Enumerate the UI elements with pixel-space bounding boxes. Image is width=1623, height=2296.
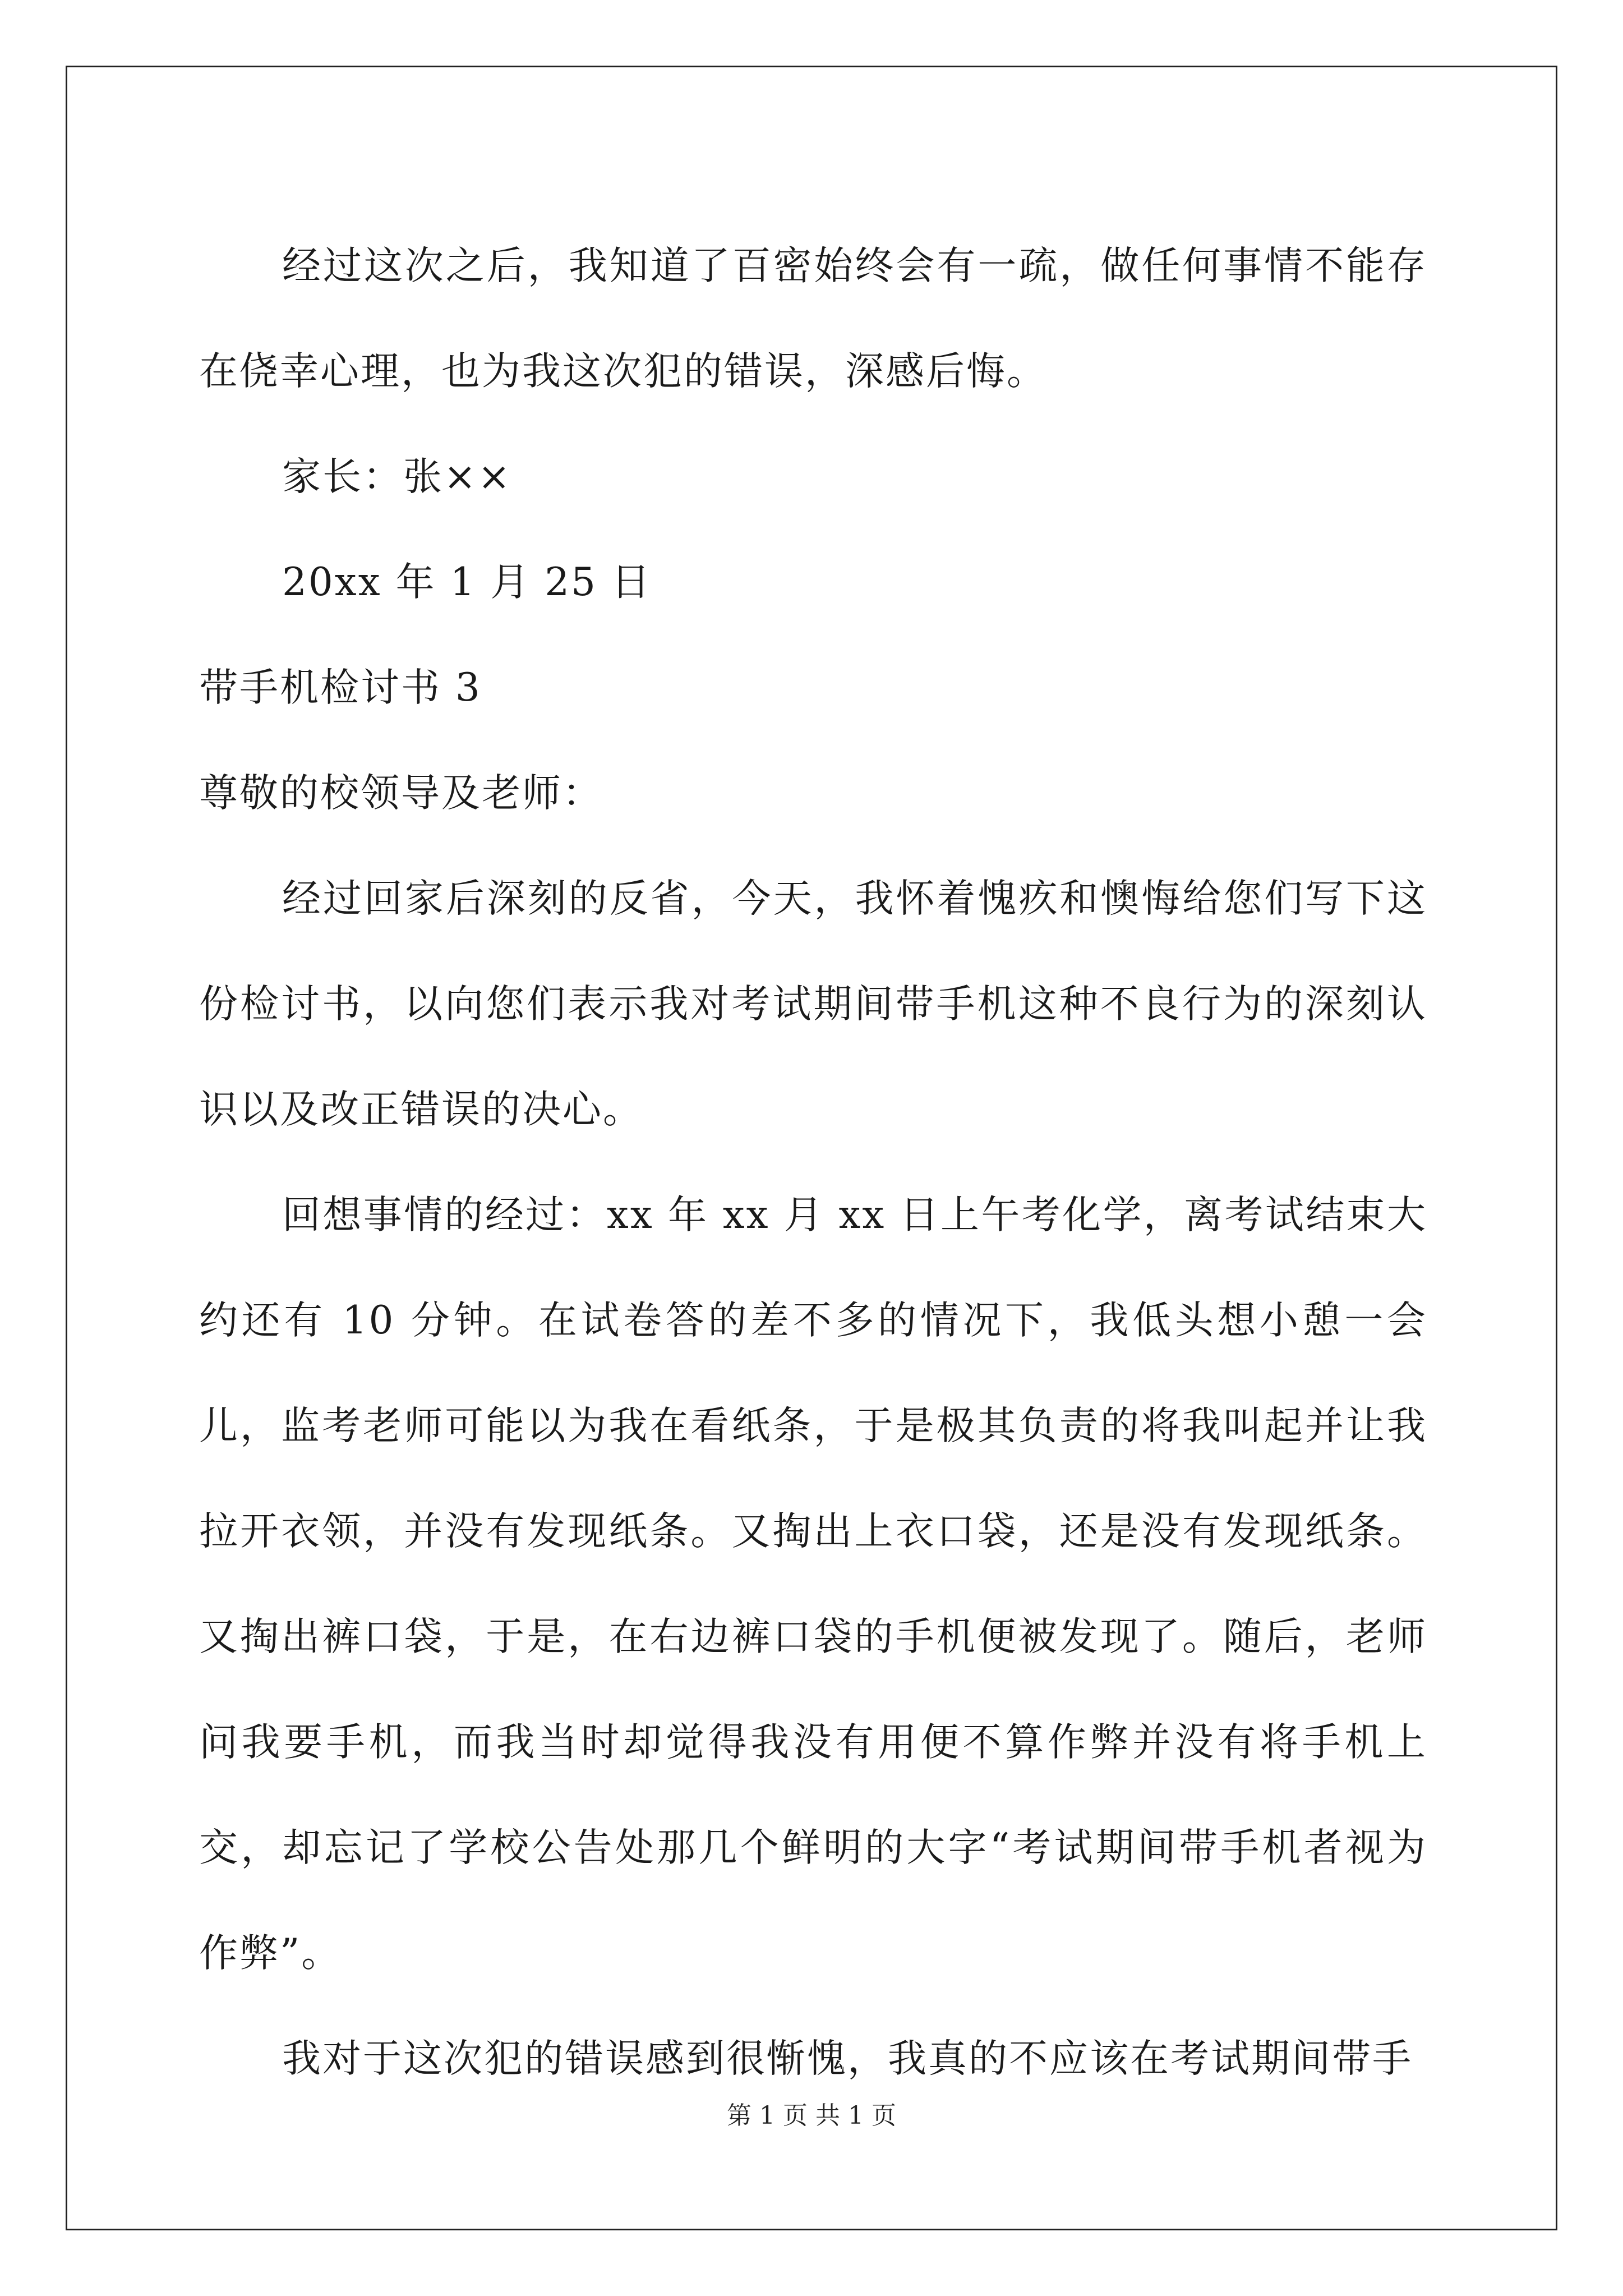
section-title: 带手机检讨书 3 bbox=[199, 665, 482, 710]
paragraph-incident: 回想事情的经过：xx 年 xx 月 xx 日上午考化学，离考试结束大约还有 10 分钟。在试卷答的差不多的情况下，我低头想小憩一会儿，监考老师可能以为我在看纸条，于是极其负责的将我叫起并让我拉开衣领，并没有发现纸条。又掏出上衣口袋，还是没有发现纸条。又掏出裤口袋，于是，在右边裤口袋的手机便被发现了。随后，老师问我要手机，而我当时却觉得我没有用便不算作弊并没有将手机上交，却忘记了学校公告处那几个鲜明的大字“考试期间带手机者视为作弊”。 bbox=[199, 1193, 1427, 1976]
parent-signature: 家长：张×× bbox=[282, 454, 512, 499]
paragraph-reflection: 经过这次之后，我知道了百密始终会有一疏，做任何事情不能存在侥幸心理，也为我这次犯的错误，深感后悔。 bbox=[199, 243, 1427, 394]
page-footer: 第 1 页 共 1 页 bbox=[727, 2101, 896, 2130]
salutation: 尊敬的校领导及老师： bbox=[199, 771, 603, 816]
document-body bbox=[199, 213, 1427, 2111]
paragraph-remorse: 我对于这次犯的错误感到很惭愧，我真的不应该在考试期间带手 bbox=[282, 2036, 1413, 2081]
paragraph-intro: 经过回家后深刻的反省，今天，我怀着愧疚和懊悔给您们写下这份检讨书，以向您们表示我对考试期间带手机这种不良行为的深刻认识以及改正错误的决心。 bbox=[199, 876, 1427, 1132]
signature-date: 20xx 年 1 月 25 日 bbox=[282, 560, 652, 605]
